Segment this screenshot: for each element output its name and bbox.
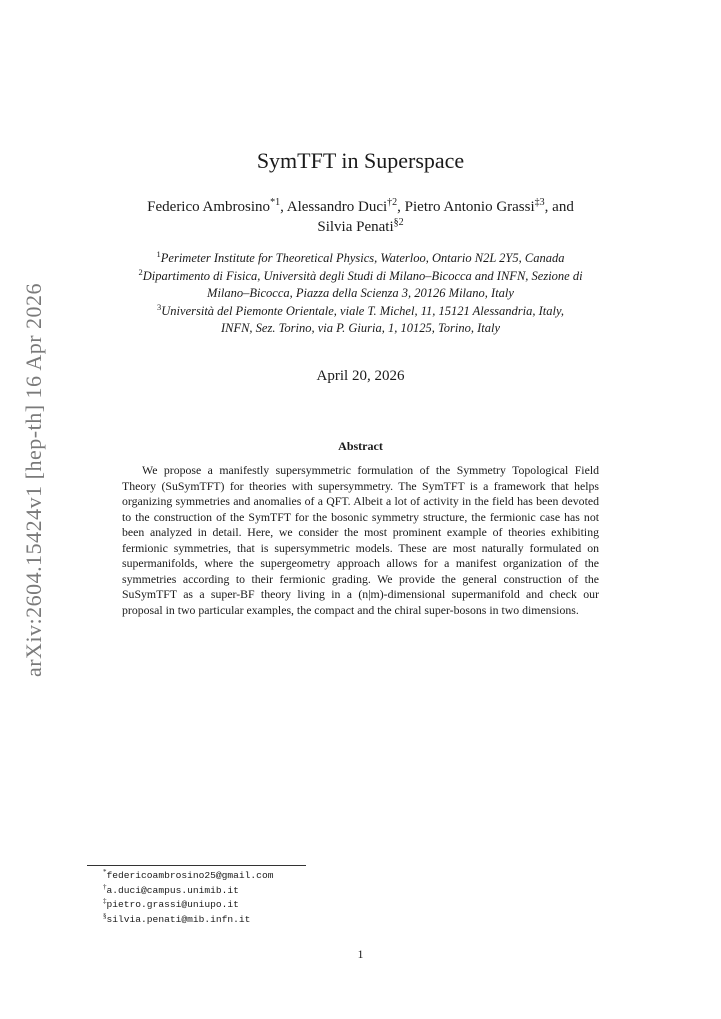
- author-name: Federico Ambrosino: [147, 199, 271, 215]
- author-name: Alessandro Duci: [286, 199, 388, 215]
- footnote-list: [103, 869, 273, 927]
- affiliation-number: 3: [157, 301, 162, 312]
- affiliation-line: INFN, Sez. Torino, via P. Giuria, 1, 10125, Torino, Italy: [220, 321, 501, 335]
- page-number: 1: [357, 947, 364, 961]
- footnote-divider: [87, 865, 306, 866]
- email-address: federicoambrosino25@gmail.com: [106, 870, 274, 881]
- footnote-mark: ‡: [103, 896, 107, 905]
- footnote-email: [103, 913, 273, 928]
- author-separator: ,: [397, 199, 405, 215]
- author-marks: †2: [387, 197, 398, 208]
- author-list: [90, 197, 631, 237]
- affiliation-number: 2: [138, 266, 143, 277]
- author-separator: ,: [280, 199, 287, 215]
- footnote-mark: †: [103, 882, 107, 891]
- author-separator: , and: [544, 199, 574, 215]
- affiliation-line: [80, 303, 641, 321]
- email-address: silvia.penati@mib.infn.it: [106, 913, 251, 925]
- arxiv-identifier-stamp: arXiv:2604.15424v1 [hep-th] 16 Apr 2026: [21, 282, 46, 678]
- footnote-mark: §: [103, 911, 107, 920]
- affiliation-list: [80, 250, 641, 338]
- email-address: pietro.grassi@uniupo.it: [106, 899, 239, 910]
- author-marks: *1: [270, 197, 281, 208]
- abstract-heading: Abstract: [338, 439, 383, 453]
- affiliation-text: Università del Piemonte Orientale, viale T. Michel, 11, 15121 Alessandria, Italy,: [161, 303, 564, 318]
- affiliation-number: 1: [156, 248, 161, 259]
- footnote-email: [103, 869, 273, 884]
- affiliation-line: [80, 250, 641, 268]
- email-address: a.duci@campus.unimib.it: [106, 884, 239, 896]
- affiliation-line: [80, 268, 641, 286]
- affiliation-text: Perimeter Institute for Theoretical Physics, Waterloo, Ontario N2L 2Y5, Canada: [160, 251, 565, 265]
- author-marks: §2: [393, 217, 404, 228]
- footnote-email: [103, 884, 273, 899]
- affiliation-line: Milano–Bicocca, Piazza della Scienza 3, 20126 Milano, Italy: [207, 286, 514, 300]
- footnote-mark: *: [103, 867, 107, 876]
- abstract-text: We propose a manifestly supersymmetric formulation of the Symmetry Topological Field Theory (SuSymTFT) for theories with supersymmetry. The SymTFT is a framework that helps organizing symmetries and anomalies of a QFT. Albeit a lot of activity in the field has been devoted to the construction of the SymTFT for the bosonic symmetry structure, the fermionic case has not been analyzed in detail. Here, we consider the most prominent example of theories exhibiting fermionic symmetries, that is supersymmetric models. These are most naturally formulated on supermanifolds, where the supergeometry approach allows for a manifest organization of the symmetries according to their fermionic grading. We provide the general construction of the SuSymTFT as a super-BF theory living in a (n|m)-dimensional supermanifold and check our proposal in two particular examples, the compact and the chiral super-bosons in two dimensions.: [122, 463, 599, 617]
- author-name: Pietro Antonio Grassi: [404, 199, 535, 215]
- author-marks: ‡3: [534, 197, 545, 208]
- paper-date: April 20, 2026: [316, 368, 405, 384]
- footnote-email: [103, 898, 273, 913]
- author-name: Silvia Penati: [317, 219, 394, 235]
- affiliation-text: Dipartimento di Fisica, Università degli Studi di Milano–Bicocca and INFN, Sezione di: [142, 268, 583, 283]
- paper-title: SymTFT in Superspace: [256, 148, 465, 173]
